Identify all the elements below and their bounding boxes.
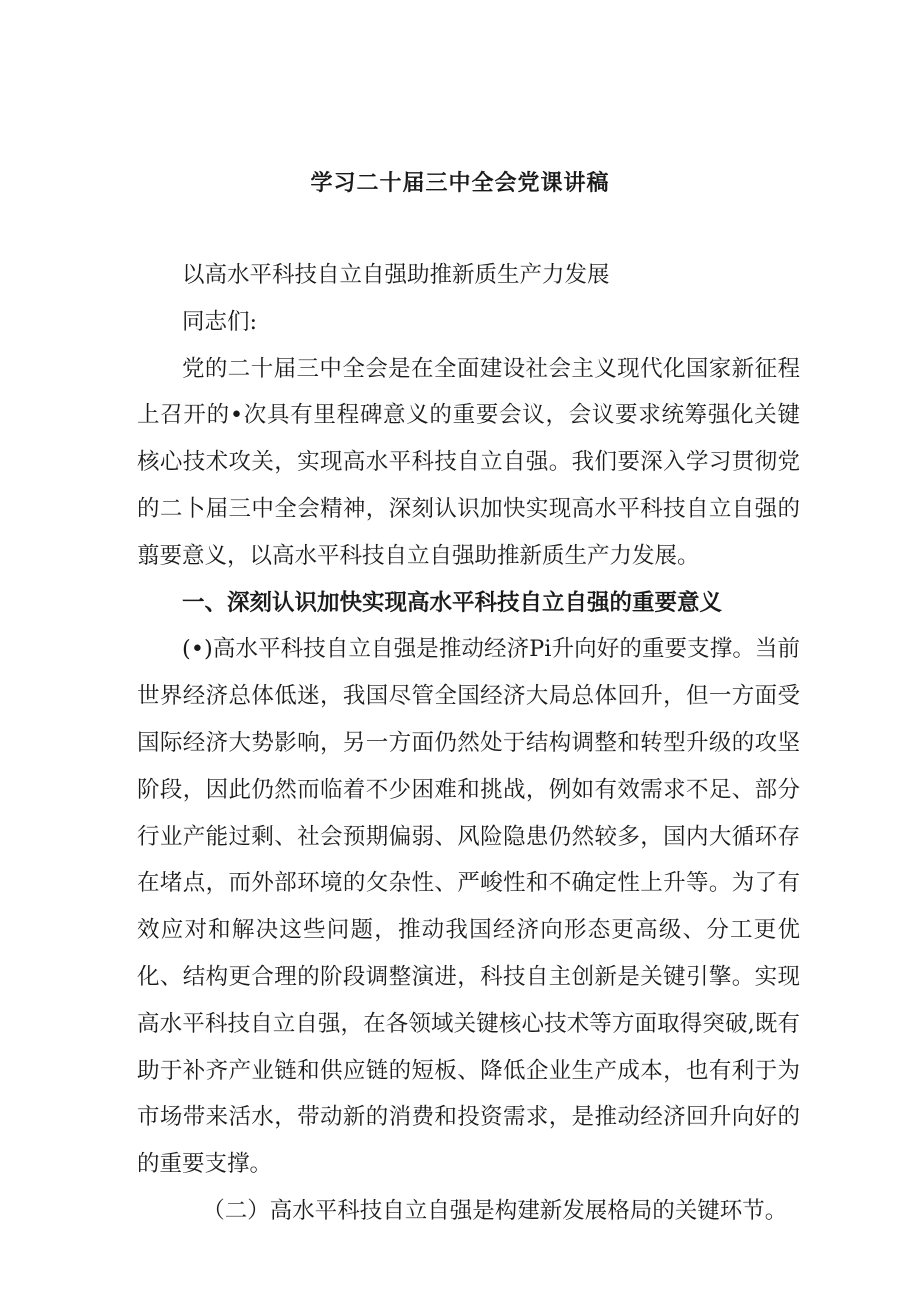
salutation: 同志们: bbox=[182, 308, 258, 335]
body-paragraph: （二）高水平科技自立自强是构建新发展格局的关键环节。 bbox=[202, 1197, 788, 1224]
document-body bbox=[137, 252, 800, 1235]
document-title: 学习二十届三中全会党课讲稿 bbox=[310, 170, 610, 196]
document-subtitle: 以高水平科技自立自强助推新质生产力发展 bbox=[182, 262, 610, 288]
intro-paragraph: 党的二十届三中全会是在全面建设社会主义现代化国家新征程上召开的•次具有里程碑意义的重要会议，会议要求统筹强化关键核心技术攻关，实现高水平科技自立自强。我们要深入学习贯彻党的二卜届三中全会精神，深刻认识加快实现高水平科技自立自强的翦要意义，以高水平科技自立自强助推新质生产力发展。 bbox=[137, 355, 800, 569]
section-heading: 一、深刻认识加快实现高水平科技自立自强的重要意义 bbox=[182, 589, 723, 616]
body-paragraph: (•)高水平科技自立自强是推动经济Pi升向好的重要支撑。当前世界经济总体低迷，我国尽管全国经济大局总体回升，但一方面受国际经济大势影响，另一方面仍然处于结构调整和转型升级的攻坚阶段，因此仍然而临着不少困难和挑战，例如有效需求不足、部分行业产能过剩、社会预期偏弱、风险隐患仍然较多，国内大循环存在堵点，而外部环境的攵杂性、严峻性和不确定性上升等。为了有效应对和解决这些问题，推动我国经济向形态更高级、分工更优化、结构更合理的阶段调整演进，科技自主创新是关键引擎。实现高水平科技自立自强，在各领域关键核心技术等方面取得突破,既有助于补齐产业链和供应链的短板、降低企业生产成本，也有利于为市场带来活水，带动新的消费和投资需求，是推动经济回升向好的的重要支撑。 bbox=[137, 636, 800, 1178]
